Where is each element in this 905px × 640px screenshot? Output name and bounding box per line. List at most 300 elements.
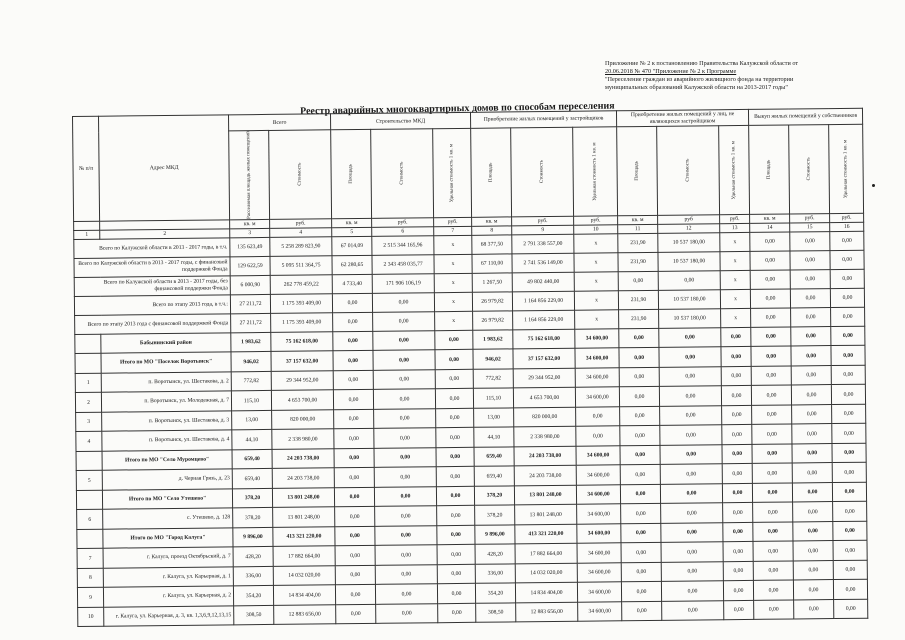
- row-value: 0,00: [661, 561, 723, 581]
- row-value: 0,00: [437, 564, 475, 584]
- row-number: [75, 353, 101, 373]
- row-value: 34 600,00: [578, 602, 622, 622]
- row-value: 413 321 220,00: [515, 524, 577, 544]
- row-value: 772,82: [231, 371, 271, 391]
- row-value: 0,00: [435, 350, 473, 370]
- row-value: 0,00: [436, 447, 474, 467]
- row-value: 1 983,62: [231, 332, 271, 352]
- row-value: 0,00: [333, 331, 373, 351]
- row-value: 0,00: [750, 251, 790, 270]
- row-value: 0,00: [833, 579, 867, 599]
- row-value: 0,00: [334, 468, 374, 488]
- column-number-cell: 12: [658, 223, 720, 233]
- row-value: 0,00: [834, 599, 868, 619]
- row-value: x: [434, 273, 472, 292]
- column-number-cell: 2: [100, 229, 230, 239]
- row-label: Всего по Калужской области в 2013 - 2017 годы, с финансовой поддержкой Фонда: [74, 257, 230, 278]
- row-value: 0,00: [375, 564, 437, 584]
- row-value: 0,00: [334, 409, 374, 429]
- row-value: 378,20: [474, 486, 514, 506]
- row-value: 26 979,82: [472, 292, 512, 311]
- column-number-cell: 13: [720, 223, 750, 232]
- column-number-cell: 14: [750, 223, 790, 232]
- row-value: 34 600,00: [577, 582, 621, 602]
- subheader: Стоимость: [371, 129, 434, 218]
- row-address: г. Калуга, ул. Карьерная, д. 1: [103, 567, 233, 588]
- subheader: Стоимость: [657, 126, 720, 215]
- row-address: Итого по МО "Село Утешево": [102, 489, 232, 510]
- row-value: 0,00: [791, 346, 831, 366]
- row-label: Всего по этапу 2013 года с финансовой поддержкой Фонда: [75, 314, 231, 335]
- row-value: 14 032 020,00: [273, 566, 335, 586]
- row-value: 13 801 248,00: [514, 485, 576, 505]
- row-value: 0,00: [792, 404, 832, 424]
- column-number-cell: 16: [830, 222, 864, 231]
- row-value: 946,02: [231, 352, 271, 372]
- row-value: 14 834 404,00: [273, 585, 335, 605]
- row-value: 34 600,00: [577, 504, 621, 524]
- row-value: 820 000,00: [514, 407, 576, 427]
- row-value: 5 095 511 364,75: [270, 256, 332, 276]
- row-value: 34 600,00: [575, 329, 619, 349]
- row-value: 0,00: [622, 601, 662, 621]
- row-value: 0,00: [751, 366, 791, 386]
- row-value: 0,00: [833, 540, 867, 560]
- row-value: 0,00: [437, 545, 475, 565]
- row-value: 0,00: [661, 503, 723, 523]
- row-value: 0,00: [374, 408, 436, 428]
- row-value: 0,00: [791, 326, 831, 346]
- row-value: 659,40: [474, 466, 514, 486]
- row-value: 0,00: [435, 389, 473, 409]
- row-value: 0,00: [793, 560, 833, 580]
- unit-cell: руб.: [372, 217, 434, 227]
- row-value: 0,00: [721, 386, 751, 406]
- row-value: 12 883 656,00: [516, 602, 578, 622]
- row-value: 0,00: [435, 369, 473, 389]
- row-value: 27 211,72: [230, 294, 270, 313]
- row-value: 0,00: [831, 307, 865, 326]
- registry-table-wrap: [72, 108, 867, 627]
- row-value: 0,00: [751, 308, 791, 327]
- row-value: 1 267,50: [472, 273, 512, 292]
- row-value: 0,00: [659, 386, 721, 406]
- row-value: 0,00: [336, 604, 376, 624]
- row-number: 7: [77, 548, 103, 568]
- row-value: 5 258 289 823,90: [270, 237, 332, 257]
- subheader: Площадь: [749, 125, 790, 214]
- row-value: 0,00: [721, 366, 751, 386]
- row-value: x: [574, 234, 618, 253]
- header-acquired: Приобретение жилых помещений у застройщиков: [470, 111, 616, 129]
- row-number: 10: [78, 607, 104, 627]
- row-value: 0,00: [793, 502, 833, 522]
- row-value: 0,00: [659, 327, 721, 347]
- row-value: 0,00: [334, 448, 374, 468]
- row-value: 0,00: [620, 484, 660, 504]
- unit-cell: руб.: [790, 213, 830, 222]
- unit-cell: руб.: [720, 214, 750, 223]
- unit-cell: руб.: [574, 216, 618, 225]
- row-value: 0,00: [620, 406, 660, 426]
- unit-cell: руб.: [270, 219, 332, 229]
- row-value: 2 791 338 557,00: [512, 234, 574, 254]
- row-value: 231,90: [618, 252, 658, 271]
- header-address: Адрес МКД: [99, 115, 230, 221]
- row-value: 0,00: [833, 501, 867, 521]
- row-value: 0,00: [660, 405, 722, 425]
- row-address: п. Воротынск, ул. Молодежная, д. 7: [101, 391, 231, 412]
- row-address: д. Черная Грязь, д. 23: [102, 469, 232, 490]
- row-value: 29 344 952,00: [513, 368, 575, 388]
- unit-cell: кв. м: [332, 218, 372, 227]
- row-value: 14 834 404,00: [515, 582, 577, 602]
- row-value: 0,00: [721, 327, 751, 347]
- row-value: 0,00: [791, 307, 831, 326]
- subheader: Стоимость: [269, 130, 332, 219]
- header-buyout: Выкуп жилых помещений у собственников: [749, 108, 863, 125]
- row-value: 0,00: [373, 330, 435, 350]
- subheader: Площадь: [617, 126, 658, 215]
- row-value: 262 778 459,22: [270, 275, 332, 295]
- row-label: Всего по Калужской области в 2013 - 2017 годы, в т.ч.: [74, 238, 230, 259]
- unit-cell: руб.: [830, 213, 864, 222]
- row-number: 3: [76, 412, 102, 432]
- unit-cell: руб.: [512, 216, 574, 226]
- row-value: 0,00: [436, 408, 474, 428]
- row-value: 378,20: [233, 508, 273, 528]
- row-value: 0,00: [335, 526, 375, 546]
- row-value: 2 338 980,00: [272, 429, 334, 449]
- row-value: 34 600,00: [575, 368, 619, 388]
- row-value: 0,00: [619, 387, 659, 407]
- row-value: 0,00: [753, 502, 793, 522]
- row-number: 6: [77, 509, 103, 529]
- row-value: 0,00: [794, 599, 834, 619]
- row-value: 0,00: [831, 365, 865, 385]
- unit-cell-empty: [74, 221, 100, 230]
- row-value: 17 882 664,00: [515, 543, 577, 563]
- row-value: 1 175 393 409,00: [271, 313, 333, 333]
- row-value: 24 203 738,00: [514, 465, 576, 485]
- row-value: 4 653 700,00: [513, 387, 575, 407]
- row-value: 820 000,00: [272, 410, 334, 430]
- row-value: 0,00: [373, 350, 435, 370]
- unit-cell: кв. м: [230, 219, 270, 228]
- subheader: Удельная стоимость 1 кв. м: [573, 127, 618, 216]
- row-value: 34 600,00: [576, 446, 620, 466]
- row-value: 0,00: [790, 288, 830, 307]
- row-value: 67 110,00: [472, 254, 512, 273]
- row-value: 34 600,00: [577, 543, 621, 563]
- unit-cell: кв. м: [750, 214, 790, 223]
- row-value: 34 600,00: [576, 465, 620, 485]
- row-value: 0,00: [335, 585, 375, 605]
- row-value: 0,00: [373, 389, 435, 409]
- row-value: 10 537 180,00: [658, 289, 720, 309]
- row-value: 0,00: [375, 545, 437, 565]
- header-acquired-persons: Приобретение жилых помещений у лиц, не являющихся застройщиком: [617, 109, 749, 126]
- row-value: 0,00: [620, 465, 660, 485]
- row-value: 14 032 020,00: [515, 563, 577, 583]
- row-value: 13,00: [232, 410, 272, 430]
- row-value: 231,90: [618, 233, 658, 252]
- row-value: 0,00: [792, 463, 832, 483]
- header-total: Всего: [228, 114, 330, 131]
- registry-table: [72, 108, 868, 628]
- row-value: 0,00: [437, 584, 475, 604]
- row-value: 0,00: [722, 425, 752, 445]
- row-value: 34 600,00: [577, 524, 621, 544]
- row-number: 9: [77, 587, 103, 607]
- row-value: 308,50: [476, 603, 516, 623]
- row-value: 0,00: [373, 369, 435, 389]
- row-value: 115,10: [231, 391, 271, 411]
- row-value: 0,00: [438, 603, 476, 623]
- row-address: Итого по МО "Поселок Воротынск": [101, 352, 231, 373]
- column-number-cell: 4: [270, 228, 332, 238]
- row-value: 0,00: [660, 464, 722, 484]
- resolution-note: [605, 60, 835, 92]
- row-value: 1 164 856 229,00: [513, 310, 575, 330]
- row-value: 4 733,40: [332, 274, 372, 293]
- stray-mark: [872, 184, 875, 187]
- row-value: 75 162 618,00: [513, 329, 575, 349]
- row-number: [76, 490, 102, 510]
- column-number-cell: 6: [372, 226, 434, 236]
- row-value: 1 983,62: [473, 330, 513, 350]
- row-value: 0,00: [436, 467, 474, 487]
- row-value: 0,00: [435, 330, 473, 350]
- row-value: 129 622,59: [230, 256, 270, 275]
- row-number: 5: [76, 470, 102, 490]
- row-value: 0,00: [659, 347, 721, 367]
- row-value: 34 600,00: [575, 387, 619, 407]
- row-address: Итого по МО "Город Калуга": [103, 528, 233, 549]
- unit-cell: кв. м: [472, 217, 512, 226]
- subheader: Удельная стоимость 1 кв. м: [719, 125, 750, 214]
- row-value: 0,00: [830, 231, 864, 250]
- row-value: 10 537 180,00: [659, 308, 721, 328]
- row-value: 659,40: [232, 469, 272, 489]
- row-value: x: [434, 235, 472, 254]
- column-number-cell: 3: [230, 228, 270, 237]
- header-construction: Строительство МКД: [330, 112, 470, 129]
- row-value: 0,00: [375, 525, 437, 545]
- column-number-cell: 7: [434, 226, 472, 235]
- row-value: 0,00: [436, 486, 474, 506]
- row-value: x: [720, 270, 750, 289]
- column-number-cell: 10: [574, 225, 618, 234]
- row-value: x: [434, 254, 472, 273]
- column-number-cell: 5: [332, 227, 372, 236]
- row-value: 0,00: [723, 522, 753, 542]
- column-number-cell: 15: [790, 222, 830, 231]
- row-value: 0,00: [753, 522, 793, 542]
- row-address: г. Калуга, ул. Карьерная, д. 2: [103, 586, 233, 607]
- row-value: 354,20: [233, 586, 273, 606]
- row-value: 67 014,09: [332, 236, 372, 255]
- row-value: 0,00: [793, 521, 833, 541]
- row-value: 29 344 952,00: [271, 371, 333, 391]
- unit-cell: руб.: [434, 217, 472, 226]
- row-value: 0,00: [751, 346, 791, 366]
- table-body: [74, 231, 868, 627]
- row-value: 0,00: [790, 269, 830, 288]
- row-value: 231,90: [618, 290, 658, 309]
- row-value: 0,00: [724, 600, 754, 620]
- row-value: 0,00: [723, 542, 753, 562]
- row-value: 231,90: [619, 309, 659, 328]
- row-value: 0,00: [832, 423, 866, 443]
- row-number: 4: [76, 431, 102, 451]
- note-line: 20.06.2018 № 470 "Приложение № 2 к Программе: [605, 68, 737, 75]
- row-value: 0,00: [753, 561, 793, 581]
- row-value: 0,00: [618, 271, 658, 290]
- row-address: г. Калуга, ул. Карьерная, д. 3, кв. 1,3,6,9,12,13,15: [104, 606, 234, 627]
- row-value: 0,00: [374, 428, 436, 448]
- row-value: 34 600,00: [577, 563, 621, 583]
- unit-cell: кв. м: [618, 215, 658, 224]
- column-number-cell: 9: [512, 225, 574, 235]
- row-value: 0,00: [661, 542, 723, 562]
- row-value: 13 801 248,00: [272, 488, 334, 508]
- column-number-cell: 11: [618, 224, 658, 233]
- row-value: 0,00: [793, 580, 833, 600]
- row-value: 68 377,50: [472, 235, 512, 254]
- row-value: 0,00: [661, 581, 723, 601]
- row-value: 0,00: [334, 487, 374, 507]
- row-value: 946,02: [473, 349, 513, 369]
- row-value: 0,00: [658, 270, 720, 290]
- row-value: 2 515 344 165,96: [372, 235, 434, 255]
- row-value: 0,00: [791, 385, 831, 405]
- row-value: 378,20: [475, 505, 515, 525]
- subheader: Стоимость: [511, 127, 574, 216]
- row-value: 0,00: [374, 486, 436, 506]
- row-value: 0,00: [374, 447, 436, 467]
- row-address: Итого по МО "Село Муромцево": [102, 450, 232, 471]
- row-value: 0,00: [333, 390, 373, 410]
- row-value: 0,00: [751, 327, 791, 347]
- row-value: 0,00: [832, 462, 866, 482]
- row-value: 0,00: [576, 407, 620, 427]
- row-value: 0,00: [372, 292, 434, 312]
- subheader: Площадь: [471, 128, 512, 217]
- row-value: 17 882 664,00: [273, 546, 335, 566]
- row-value: 26 979,82: [473, 311, 513, 330]
- subheader: Удельная стоимость 1 кв. м: [829, 124, 864, 213]
- note-line: "Переселение граждан из аварийного жилищного фонда на территории: [605, 76, 794, 83]
- row-value: x: [435, 311, 473, 330]
- row-value: 0,00: [619, 328, 659, 348]
- row-value: 0,00: [832, 482, 866, 502]
- page-title: Реестр аварийных многоквартирных домов по способам переселения: [300, 100, 615, 117]
- row-label: Всего по этапу 2013 года, в т.ч.:: [74, 295, 230, 316]
- row-value: 13 801 248,00: [273, 507, 335, 527]
- row-value: 9 896,00: [233, 527, 273, 547]
- row-value: 378,20: [232, 488, 272, 508]
- row-value: 0,00: [833, 560, 867, 580]
- row-value: 24 203 738,00: [272, 468, 334, 488]
- row-address: Бабынинский район: [101, 333, 231, 354]
- row-value: 62 280,65: [332, 255, 372, 274]
- row-value: 0,00: [833, 521, 867, 541]
- row-value: 0,00: [619, 367, 659, 387]
- row-value: 0,00: [375, 506, 437, 526]
- row-value: 2 338 980,00: [514, 426, 576, 446]
- row-value: 0,00: [790, 231, 830, 250]
- row-value: 0,00: [752, 405, 792, 425]
- row-value: x: [720, 289, 750, 308]
- row-value: 0,00: [436, 428, 474, 448]
- row-value: 0,00: [373, 311, 435, 331]
- row-value: 2 741 536 149,00: [512, 253, 574, 273]
- row-value: 37 157 632,00: [271, 351, 333, 371]
- row-value: x: [574, 272, 618, 291]
- row-value: 34 600,00: [576, 485, 620, 505]
- subheader: Удельная стоимость 1 кв. м: [433, 128, 472, 217]
- row-value: 0,00: [791, 365, 831, 385]
- row-value: 0,00: [722, 464, 752, 484]
- row-value: 0,00: [754, 600, 794, 620]
- row-value: 0,00: [621, 504, 661, 524]
- row-value: 428,20: [233, 547, 273, 567]
- row-value: 0,00: [621, 543, 661, 563]
- row-value: 0,00: [753, 580, 793, 600]
- row-value: 44,10: [474, 427, 514, 447]
- row-value: 0,00: [831, 326, 865, 346]
- row-value: 772,82: [473, 369, 513, 389]
- row-value: 6 000,90: [230, 275, 270, 294]
- row-value: 0,00: [375, 584, 437, 604]
- note-line: Приложение № 2 к постановлению Правительства Калужской области от: [605, 60, 799, 67]
- row-value: 0,00: [660, 444, 722, 464]
- row-value: x: [721, 308, 751, 327]
- row-value: 0,00: [792, 482, 832, 502]
- row-value: 44,10: [232, 430, 272, 450]
- row-value: x: [574, 253, 618, 272]
- row-value: 10 537 180,00: [658, 232, 720, 252]
- row-value: 0,00: [832, 443, 866, 463]
- row-value: 0,00: [619, 348, 659, 368]
- row-address: г. Калуга, проезд Октябрьский, д. 7: [103, 547, 233, 568]
- row-value: 0,00: [333, 370, 373, 390]
- row-value: 0,00: [722, 483, 752, 503]
- row-value: 24 203 738,00: [272, 449, 334, 469]
- row-number: [76, 451, 102, 471]
- row-value: 308,50: [234, 605, 274, 625]
- note-line: муниципальных образований Калужской области на 2013-2017 годы": [605, 84, 788, 91]
- row-number: 8: [77, 568, 103, 588]
- row-value: x: [720, 251, 750, 270]
- row-value: 0,00: [437, 525, 475, 545]
- row-value: 0,00: [830, 288, 864, 307]
- row-value: 0,00: [721, 347, 751, 367]
- row-value: 13 801 248,00: [515, 504, 577, 524]
- row-value: 0,00: [750, 270, 790, 289]
- row-value: 0,00: [832, 404, 866, 424]
- row-value: 0,00: [831, 345, 865, 365]
- row-value: 0,00: [790, 250, 830, 269]
- row-value: 0,00: [621, 523, 661, 543]
- header-n: № п/п: [73, 116, 100, 221]
- row-value: 135 623,49: [230, 237, 270, 256]
- row-value: 0,00: [620, 426, 660, 446]
- row-value: 0,00: [576, 426, 620, 446]
- row-value: 12 883 656,00: [274, 605, 336, 625]
- row-value: 336,00: [475, 564, 515, 584]
